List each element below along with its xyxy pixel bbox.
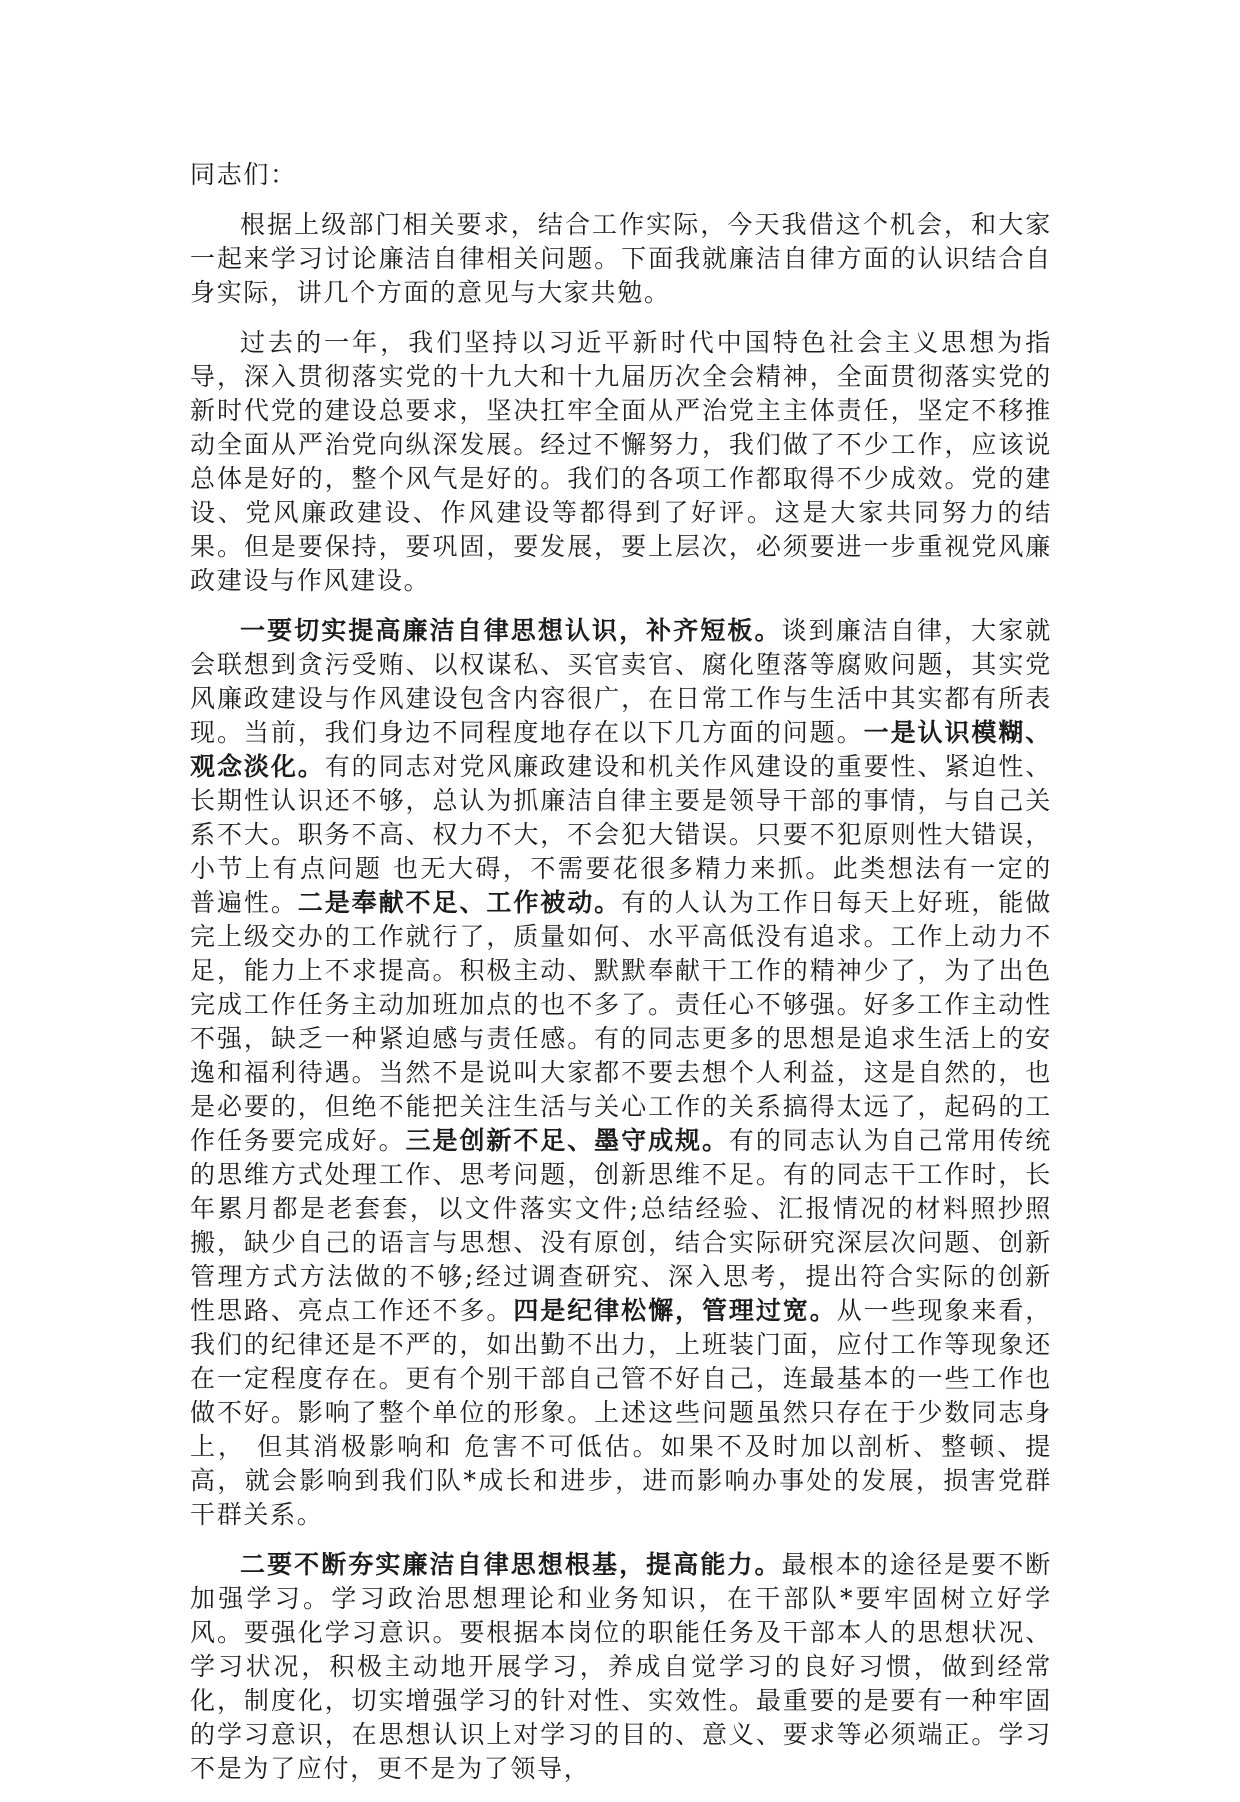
salutation: 同志们： [190, 160, 297, 189]
paragraph-review: 过去的一年，我们坚持以习近平新时代中国特色社会主义思想为指导，深入贯彻落实党的十九大和十九届历次全会精神，全面贯彻落实党的新时代党的建设总要求，坚决扛牢全面从严治党主主体责任，坚定不移推动全面从严治党向纵深发展。经过不懈努力，我们做了不少工作，应该说总体是好的，整个风气是好的。我们的各项工作都取得不少成效。党的建设、党风廉政建设、作风建设等都得到了好评。这是大家共同努力的结果。但是要保持，要巩固，要发展，要上层次，必须要进一步重视党风廉政建设与作风建设。 [190, 328, 1052, 595]
section-one-text-4: 有的同志认为自己常用传统的思维方式处理工作、思考问题，创新思维不足。有的同志干工作时，长年累月都是老套套，以文件落实文件;总结经验、汇报情况的材料照抄照搬，缺少自己的语言与思想、没有原创，结合实际研究深层次问题、创新管理方式方法做的不够;经过调查研究、深入思考，提出符合实际的创新性思路、亮点工作还不多。 [190, 1126, 1052, 1325]
issue-four-heading: 四是纪律松懈，管理过宽。 [513, 1296, 837, 1325]
issue-three-heading: 三是创新不足、墨守成规。 [405, 1126, 729, 1155]
issue-one-heading: 一是认识模糊、观念淡化。 [190, 718, 1052, 781]
section-one-text-5: 从一些现象来看，我们的纪律还是不严的，如出勤不出力，上班装门面，应付工作等现象还在一定程度存在。更有个别干部自己管不好自己，连最基本的一些工作也做不好。影响了整个单位的形象。上述这些问题虽然只存在于少数同志身上， 但其消极影响和 危害不可低估。如果不及时加以剖析、整顿、提高，就会影响到我们队*成长和进步，进而影响办事处的发展，损害党群干群关系。 [190, 1296, 1052, 1529]
issue-two-heading: 二是奉献不足、工作被动。 [297, 888, 622, 917]
document-page [190, 158, 1052, 1802]
paragraph-section-two [190, 1548, 1052, 1786]
section-one-text-1: 谈到廉洁自律，大家就会联想到贪污受贿、以权谋私、买官卖官、腐化堕落等腐败问题，其实党风廉政建设与作风建设包含内容很广，在日常工作与生活中其实都有所表现。当前，我们身边不同程度地存在以下几方面的问题。 [190, 616, 1052, 747]
paragraph-intro: 根据上级部门相关要求，结合工作实际，今天我借这个机会，和大家一起来学习讨论廉洁自律相关问题。下面我就廉洁自律方面的认识结合自身实际，讲几个方面的意见与大家共勉。 [190, 210, 1052, 307]
paragraph-section-one [190, 614, 1052, 1532]
section-two-heading: 二要不断夯实廉洁自律思想根基，提高能力。 [240, 1550, 782, 1579]
section-two-text-1: 最根本的途径是要不断加强学习。学习政治思想理论和业务知识，在干部队*要牢固树立好学风。要强化学习意识。要根据本岗位的职能任务及干部本人的思想状况、学习状况，积极主动地开展学习，养成自觉学习的良好习惯，做到经常化，制度化，切实增强学习的针对性、实效性。最重要的是要有一种牢固的学习意识，在思想认识上对学习的目的、意义、要求等必须端正。学习不是为了应付，更不是为了领导， [190, 1550, 1052, 1783]
section-one-text-2: 有的同志对党风廉政建设和机关作风建设的重要性、紧迫性、长期性认识还不够，总认为抓廉洁自律主要是领导干部的事情，与自己关系不大。职务不高、权力不大，不会犯大错误。只要不犯原则性大错误，小节上有点问题 也无大碍，不需要花很多精力来抓。此类想法有一定的普遍性。 [190, 752, 1052, 917]
section-one-heading: 一要切实提高廉洁自律思想认识，补齐短板。 [240, 616, 782, 645]
section-one-text-3: 有的人认为工作日每天上好班，能做完上级交办的工作就行了，质量如何、水平高低没有追求。工作上动力不足，能力上不求提高。积极主动、默默奉献干工作的精神少了，为了出色完成工作任务主动加班加点的也不多了。责任心不够强。好多工作主动性不强，缺乏一种紧迫感与责任感。有的同志更多的思想是追求生活上的安逸和福利待遇。当然不是说叫大家都不要去想个人利益，这是自然的，也是必要的，但绝不能把关注生活与关心工作的关系搞得太远了，起码的工作任务要完成好。 [190, 888, 1052, 1155]
